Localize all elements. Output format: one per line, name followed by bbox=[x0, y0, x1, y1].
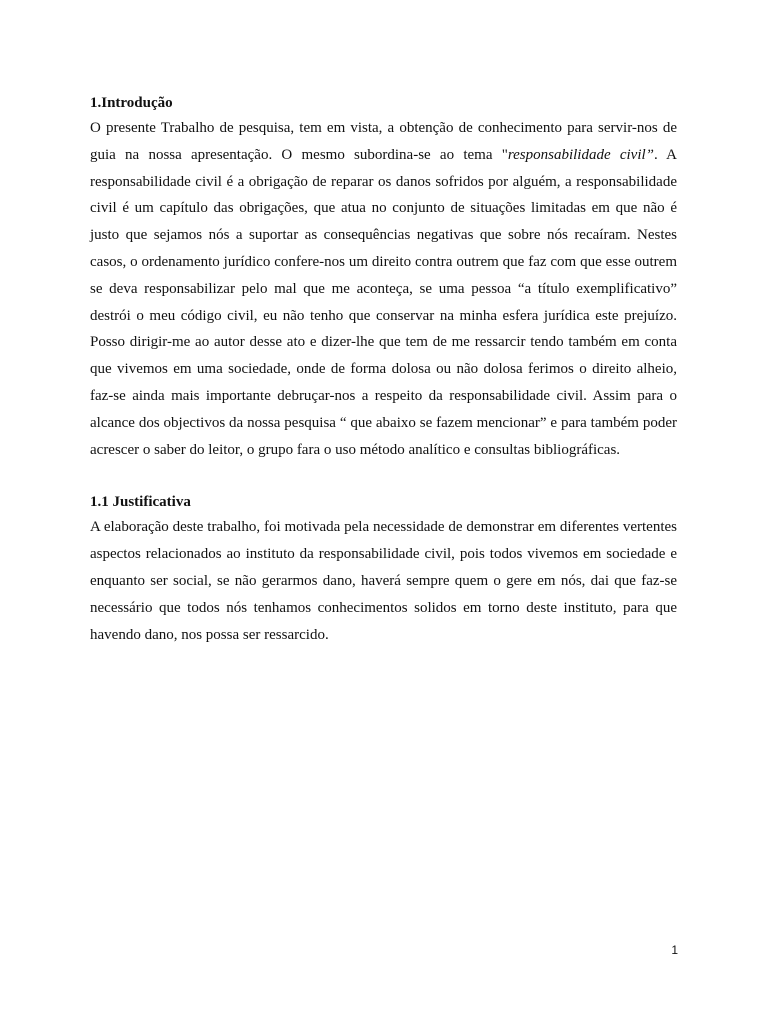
justificativa-paragraph: A elaboração deste trabalho, foi motivada pela necessidade de demonstrar em diferentes vertentes aspectos relacionados ao instituto da responsabilidade civil, pois todos vivemos em sociedade e enquanto ser social, se não gerarmos dano, haverá sempre quem o gere em nós, dai que faz-se necessário que todos nós tenhamos conhecimentos solidos em torno deste instituto, para que havendo dano, nos possa ser ressarcido. bbox=[90, 519, 677, 643]
page-number: 1 bbox=[671, 943, 678, 957]
introduction-paragraph bbox=[90, 115, 677, 463]
section-spacer bbox=[90, 463, 677, 490]
page-content bbox=[90, 91, 677, 648]
section-heading-introducao: 1.Introdução bbox=[90, 95, 173, 111]
intro-text-part-2: . A responsabilidade civil é a obrigação de reparar os danos sofridos por alguém, a responsabilidade civil é um capítulo das obrigações, que atua no conjunto de situações limitadas em que não é justo que sejamos nós a suportar as consequências negativas que sobre nós recaíram. Nestes casos, o ordenamento jurídico confere-nos um direito contra outrem que faz com que esse outrem se deva responsabilizar pelo mal que me aconteça, se uma pessoa “a título exemplificativo” destrói o meu código civil, eu não tenho que conservar na minha esfera jurídica este prejuízo. Posso dirigir-me ao autor desse ato e dizer-lhe que tem de me ressarcir tendo também em conta que vivemos em uma sociedade, onde de forma dolosa ou não dolosa ferimos o direito alheio, faz-se ainda mais importante debruçar-nos a respeito da responsabilidade civil. Assim para o alcance dos objectivos da nossa pesquisa “ que abaixo se fazem mencionar” e para também poder acrescer o saber do leitor, o grupo fara o uso método analítico e consultas bibliográficas. bbox=[90, 146, 677, 458]
intro-emphasis-term: responsabilidade civil” bbox=[507, 146, 654, 163]
intro-text-part-1: O presente Trabalho de pesquisa, tem em vista, a obtenção de conhecimento para servir-nos de guia na nossa apresentação. O mesmo subordina-se ao tema " bbox=[90, 120, 677, 163]
section-heading-justificativa: 1.1 Justificativa bbox=[90, 494, 191, 511]
